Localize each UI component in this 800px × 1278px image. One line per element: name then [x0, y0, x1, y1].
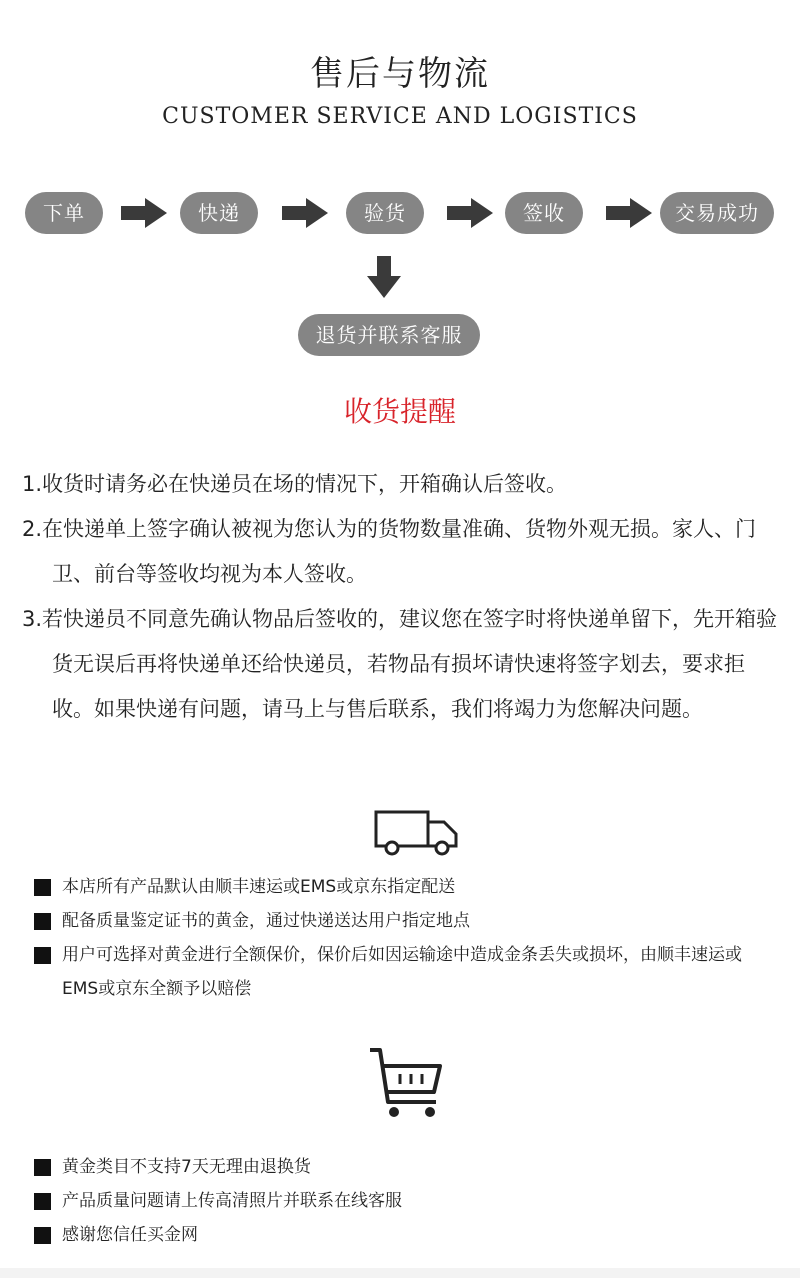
- bullet-square-icon: [34, 947, 51, 964]
- list-item: 本店所有产品默认由顺丰速运或EMS或京东指定配送: [34, 870, 774, 904]
- reminder-list: [22, 462, 784, 732]
- shopping-cart-icon: [366, 1044, 446, 1122]
- reminder-item: 1.收货时请务必在快递员在场的情况下，开箱确认后签收。: [22, 472, 568, 496]
- bullet-square-icon: [34, 879, 51, 896]
- logistics-list: [34, 870, 774, 1006]
- bullet-square-icon: [34, 1193, 51, 1210]
- arrow-right-icon: [121, 198, 167, 228]
- list-item: 配备质量鉴定证书的黄金，通过快递送达用户指定地点: [34, 904, 774, 938]
- flow-step-inspect: 验货: [346, 192, 424, 234]
- bullet-square-icon: [34, 1227, 51, 1244]
- flow-step-sign: 签收: [505, 192, 583, 234]
- arrow-right-icon: [447, 198, 493, 228]
- truck-icon: [372, 808, 462, 856]
- list-item: 感谢您信任买金网: [34, 1218, 774, 1252]
- reminder-item: 2.在快递单上签字确认被视为您认为的货物数量准确、货物外观无损。家人、门卫、前台等签收均视为本人签收。: [22, 517, 757, 586]
- flow-step-order: 下单: [25, 192, 103, 234]
- flow-step-express: 快递: [180, 192, 258, 234]
- reminder-item: 3.若快递员不同意先确认物品后签收的，建议您在签字时将快递单留下，先开箱验货无误后再将快递单还给快递员，若物品有损坏请快速将签字划去，要求拒收。如果快递有问题，请马上与售后联系，我们将竭力为您解决问题。: [22, 607, 778, 721]
- list-item: 用户可选择对黄金进行全额保价，保价后如因运输途中造成金条丢失或损坏，由顺丰速运或EMS或京东全额予以赔偿: [34, 938, 774, 1006]
- list-item: 产品质量问题请上传高清照片并联系在线客服: [34, 1184, 774, 1218]
- page-title: 售后与物流: [310, 54, 490, 94]
- list-item: 黄金类目不支持7天无理由退换货: [34, 1150, 774, 1184]
- reminder-title: 收货提醒: [343, 395, 456, 428]
- page-subtitle: CUSTOMER SERVICE AND LOGISTICS: [162, 104, 638, 129]
- flow-step-return: 退货并联系客服: [298, 314, 480, 356]
- bullet-square-icon: [34, 913, 51, 930]
- bullet-square-icon: [34, 1159, 51, 1176]
- arrow-right-icon: [282, 198, 328, 228]
- bottom-divider: [0, 1268, 800, 1278]
- flow-step-success: 交易成功: [660, 192, 774, 234]
- arrow-right-icon: [606, 198, 652, 228]
- arrow-down-icon: [367, 256, 401, 300]
- returns-list: [34, 1150, 774, 1252]
